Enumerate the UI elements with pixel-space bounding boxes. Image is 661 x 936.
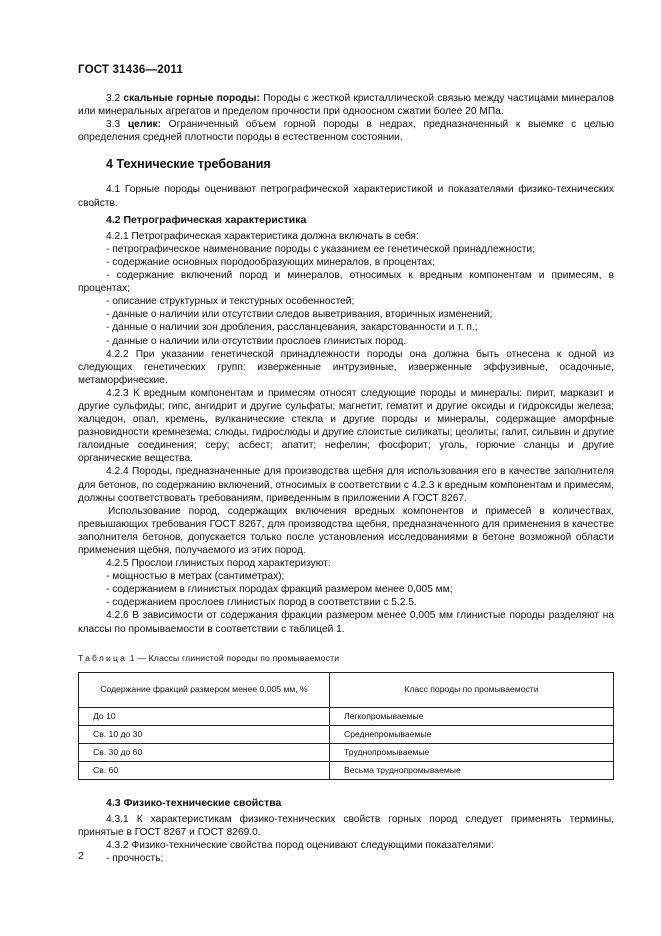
list-item: - содержание основных породообразующих минералов, в процентах; <box>106 256 436 268</box>
paragraph-4-2-1: 4.2.1 Петрографическая характеристика должна включать в себя: <box>106 230 419 242</box>
list-item: - данные о наличии зон дробления, рассланцевания, закарстованности и т. п.; <box>106 322 478 334</box>
table-cell: Весьма труднопромываемые <box>330 761 614 779</box>
list-item: - петрографическое наименование породы с указанием ее генетической принадлежности; <box>106 243 535 255</box>
table-cell: Труднопромываемые <box>330 743 614 761</box>
list-item: - содержанием в глинистых породах фракций размером менее 0,005 мм; <box>106 584 453 596</box>
subsection-title: 4.3 Физико-технические свойства <box>106 796 282 809</box>
paragraph-4-3-2: 4.3.2 Физико-технические свойства пород оценивают следующими показателями: <box>106 840 494 852</box>
table-cell: Легкопромываемые <box>330 707 614 725</box>
table-cell: Среднепромываемые <box>330 725 614 743</box>
table-row <box>79 761 614 779</box>
list-item: - содержание включений пород и минералов, относимых к вредным компонентам и примесям, в процентах; <box>78 270 614 295</box>
table-cell: Св. 10 до 30 <box>79 725 330 743</box>
list-item: - описание структурных и текстурных особенностей; <box>106 296 355 308</box>
section-title: 4 Технические требования <box>106 157 271 172</box>
table-row <box>79 725 614 743</box>
paragraph-4-2-4-continuation: Использование пород, содержащих включения вредных компонентов и примесей в количествах, превышающих требования ГОСТ 8267, для производства щебня, предназначенного для применения в качестве заполнителя бетонов, допускается только после установления исследованиями в бетоне возможной области применения щебня, получаемого из этих пород. <box>78 505 614 556</box>
page-number: 2 <box>78 850 84 862</box>
document-header: ГОСТ 31436—2011 <box>78 64 183 76</box>
list-item: - мощностью в метрах (сантиметрах); <box>106 571 285 583</box>
subsection-title: 4.2 Петрографическая характеристика <box>106 213 307 226</box>
paragraph-4-1: 4.1 Горные породы оценивают петрографической характеристикой и показателями физико-технических свойств. <box>78 184 614 209</box>
table-header-row <box>79 672 614 707</box>
table-header-cell: Содержание фракций размером менее 0,005 мм, % <box>79 672 330 707</box>
table-header-cell: Класс породы по промываемости <box>330 672 614 707</box>
list-item: - данные о наличии или отсутствии прослоев глинистых пород. <box>106 335 407 347</box>
table-row <box>79 743 614 761</box>
paragraph-4-2-5: 4.2.5 Прослои глинистых пород характеризуют: <box>106 558 331 570</box>
definition-3-2: 3.2 скальные горные породы: Породы с жесткой кристаллической связью между частицами минералов или минеральных агрегатов и пределом прочности при одноосном сжатии более 20 МПа. <box>78 93 614 118</box>
list-item: - содержанием прослоев глинистых пород в соответствии с 5.2.5. <box>106 597 417 609</box>
table-caption: Таблица 1 — Классы глинистой породы по промываемости <box>78 652 340 663</box>
list-item: - данные о наличии или отсутствии следов выветривания, вторичных изменений; <box>106 309 493 321</box>
definition-3-3: 3.3 целик: Ограниченный объем горной породы в недрах, предназначенный к выемке с целью определения средней плотности породы в естественном состоянии. <box>78 119 614 144</box>
paragraph-4-2-6: 4.2.6 В зависимости от содержания фракции размером менее 0,005 мм глинистые породы разделяют на классы по промываемости в соответствии с таблицей 1. <box>78 610 614 635</box>
table-cell: Св. 30 до 60 <box>79 743 330 761</box>
paragraph-4-2-4: 4.2.4 Породы, предназначенные для производства щебня для использования его в качестве заполнителя для бетонов, по содержанию включений, относимых в соответствии с 4.2.3 к вредным компонентам и примесям, должны соответствовать требованиям, приведенным в приложении А ГОСТ 8267. <box>78 466 614 504</box>
definition-term: целик: <box>127 119 161 131</box>
table-cell: До 10 <box>79 707 330 725</box>
definition-term: скальные горные породы: <box>123 93 260 104</box>
paragraph-4-2-3: 4.2.3 К вредным компонентам и примесям относят следующие породы и минералы: пирит, марказит и другие сульфиды; гипс, ангидрит и другие сульфаты; магнетит, гематит и другие оксиды и гидроксиды железа; халцедон, опал, кремень, вулканические стекла и другие породы и минералы, содержащие аморфные разновидности кремнезема; слюды, гидрослюды и другие слоистые силикаты; цеолиты; галит, сильвин и другие галоидные соединения; серу; асбест; апатит; нефелин; фосфорит; уголь, горючие сланцы и другие органические вещества. <box>78 387 614 465</box>
paragraph-4-3-1: 4.3.1 К характеристикам физико-технических свойств горных пород следует применять термины, принятые в ГОСТ 8267 и ГОСТ 8269.0. <box>78 813 614 838</box>
document-body <box>78 92 614 865</box>
table-clay-classes <box>78 672 614 780</box>
list-item: - прочность; <box>106 853 164 865</box>
table-cell: Св. 60 <box>79 761 330 779</box>
paragraph-4-2-2: 4.2.2 При указании генетической принадлежности породы она должна быть отнесена к одной из следующих генетических групп: изверженные интрузивные, изверженные эффузивные, осадочные, метаморфические. <box>78 348 614 386</box>
table-row <box>79 707 614 725</box>
